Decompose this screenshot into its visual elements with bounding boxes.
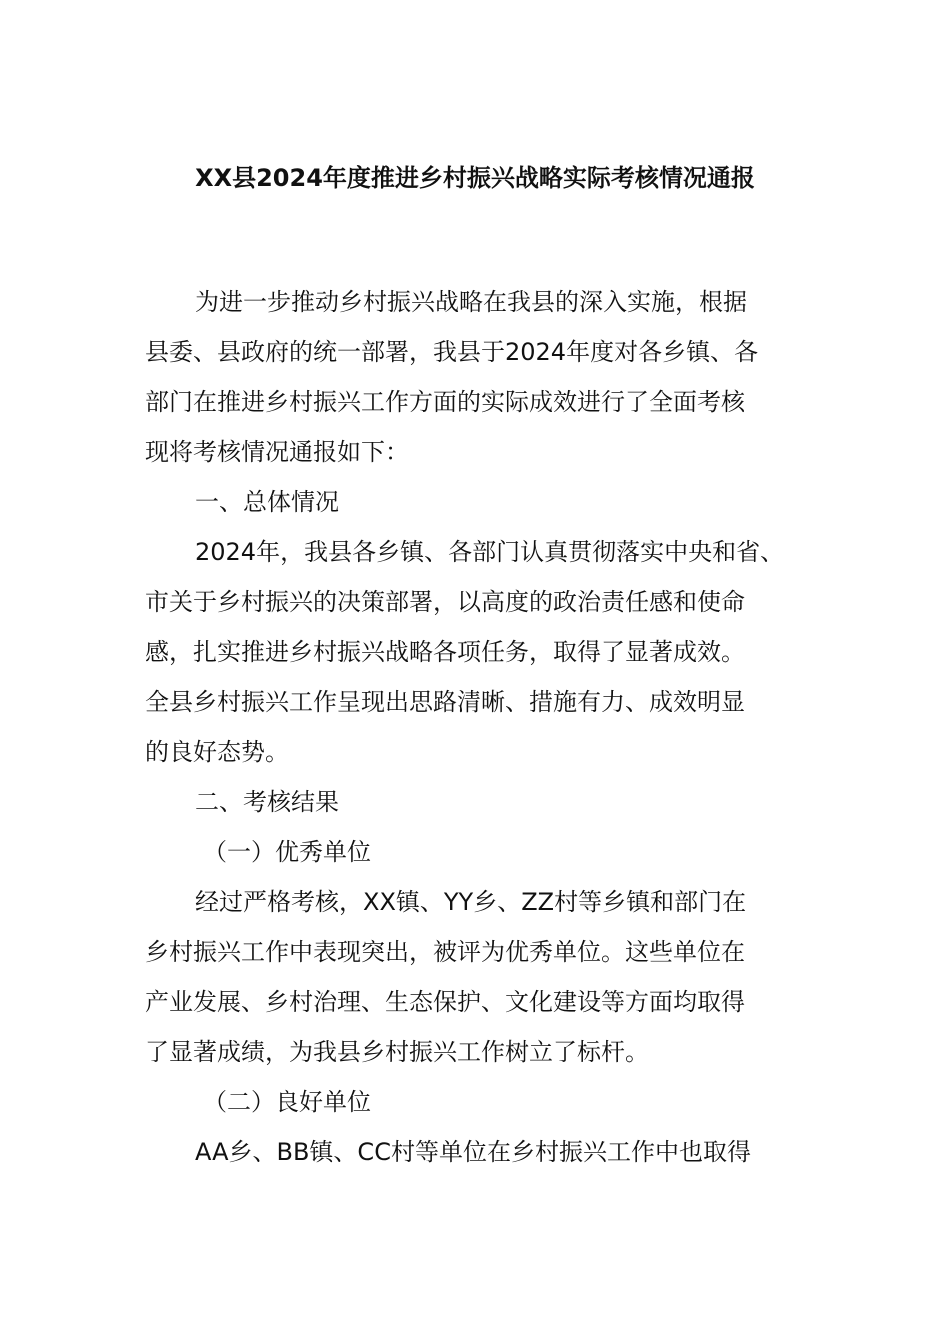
paragraph-line-3: 部门在推进乡村振兴工作方面的实际成效进行了全面考核 bbox=[145, 388, 745, 416]
subsection-heading-2: （二）良好单位 bbox=[203, 1088, 371, 1116]
paragraph-line-1: 为进一步推动乡村振兴战略在我县的深入实施，根据 bbox=[195, 288, 747, 316]
paragraph-line-11: 乡村振兴工作中表现突出，被评为优秀单位。这些单位在 bbox=[145, 938, 745, 966]
section-heading-1: 一、总体情况 bbox=[195, 488, 339, 516]
paragraph-line-14: AA乡、BB镇、CC村等单位在乡村振兴工作中也取得 bbox=[195, 1138, 751, 1166]
subsection-heading-1: （一）优秀单位 bbox=[203, 838, 371, 866]
paragraph-line-9: 的良好态势。 bbox=[145, 738, 289, 766]
document-title: XX县2024年度推进乡村振兴战略实际考核情况通报 bbox=[195, 164, 755, 192]
paragraph-line-4: 现将考核情况通报如下： bbox=[145, 438, 409, 466]
paragraph-line-2: 县委、县政府的统一部署，我县于2024年度对各乡镇、各 bbox=[145, 338, 759, 366]
paragraph-line-13: 了显著成绩，为我县乡村振兴工作树立了标杆。 bbox=[145, 1038, 649, 1066]
paragraph-line-8: 全县乡村振兴工作呈现出思路清晰、措施有力、成效明显 bbox=[145, 688, 745, 716]
paragraph-line-5: 2024年，我县各乡镇、各部门认真贯彻落实中央和省、 bbox=[195, 538, 785, 566]
section-heading-2: 二、考核结果 bbox=[195, 788, 339, 816]
paragraph-line-7: 感，扎实推进乡村振兴战略各项任务，取得了显著成效。 bbox=[145, 638, 745, 666]
paragraph-line-10: 经过严格考核，XX镇、YY乡、ZZ村等乡镇和部门在 bbox=[195, 888, 747, 916]
paragraph-line-6: 市关于乡村振兴的决策部署，以高度的政治责任感和使命 bbox=[145, 588, 745, 616]
paragraph-line-12: 产业发展、乡村治理、生态保护、文化建设等方面均取得 bbox=[145, 988, 745, 1016]
